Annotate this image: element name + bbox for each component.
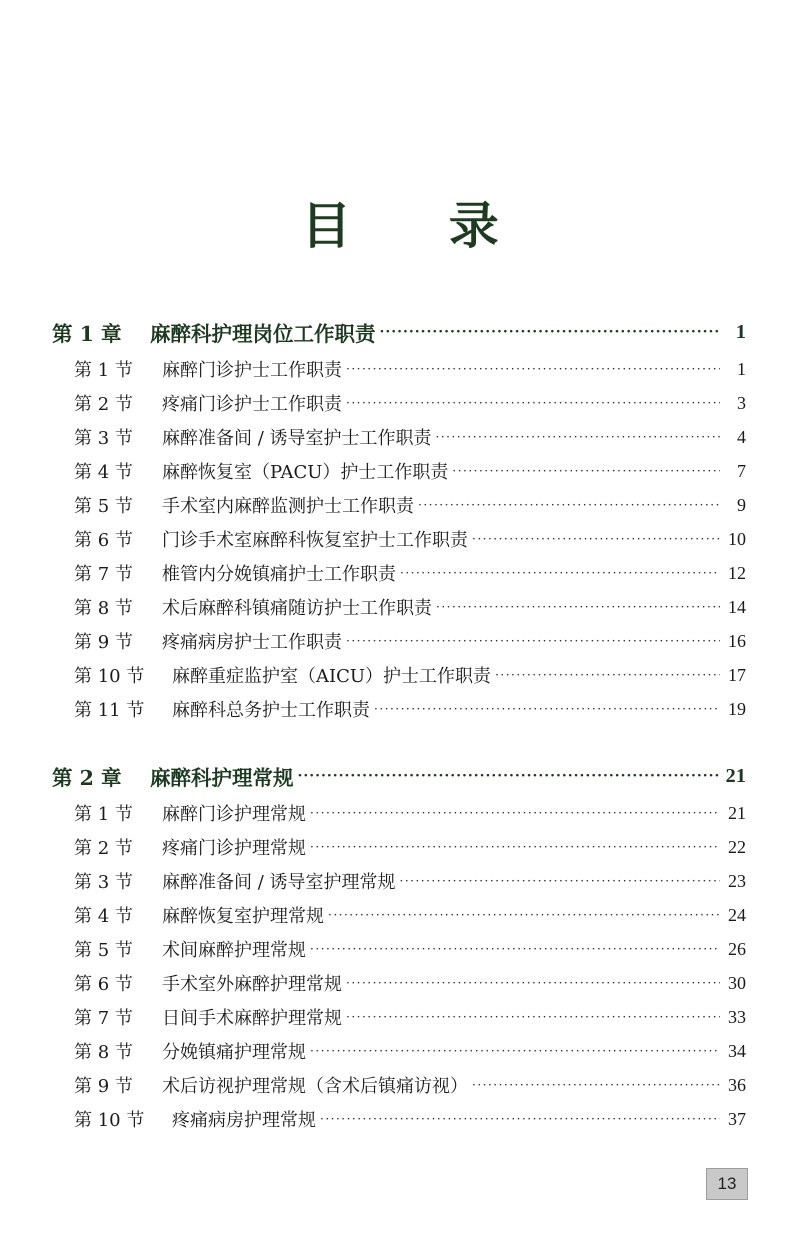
section-number: 第 6 节 — [74, 530, 133, 551]
section-title: 术后访视护理常规（含术后镇痛访视） — [162, 1076, 468, 1097]
dot-leader — [400, 566, 720, 580]
section-page: 37 — [728, 1108, 746, 1129]
section-row[interactable] — [52, 488, 746, 522]
section-number: 第 3 节 — [74, 428, 133, 449]
dot-leader — [472, 532, 720, 546]
chapter-page: 21 — [725, 764, 746, 787]
section-number: 第 9 节 — [74, 1076, 133, 1097]
section-title: 术间麻醉护理常规 — [162, 940, 306, 961]
section-page: 4 — [737, 426, 746, 447]
section-number: 第 7 节 — [74, 1008, 133, 1029]
dot-leader — [310, 942, 720, 956]
section-number: 第 1 节 — [74, 360, 133, 381]
section-row[interactable] — [52, 864, 746, 898]
section-row[interactable] — [52, 590, 746, 624]
section-number: 第 6 节 — [74, 974, 133, 995]
section-title: 麻醉科总务护士工作职责 — [172, 700, 370, 721]
chapter-row[interactable] — [52, 756, 746, 796]
section-row[interactable] — [52, 1102, 746, 1136]
section-row[interactable] — [52, 932, 746, 966]
section-page: 3 — [737, 392, 746, 413]
section-page: 30 — [728, 972, 746, 993]
page-number: 13 — [706, 1168, 748, 1200]
section-page: 24 — [728, 904, 746, 925]
table-of-contents — [52, 312, 746, 1166]
chapter-title: 麻醉科护理常规 — [150, 766, 294, 790]
section-number: 第 4 节 — [74, 462, 133, 483]
section-page: 33 — [728, 1006, 746, 1027]
section-number: 第 11 节 — [74, 700, 145, 721]
section-number: 第 2 节 — [74, 394, 133, 415]
section-title: 疼痛病房护理常规 — [172, 1110, 316, 1131]
section-number: 第 7 节 — [74, 564, 133, 585]
section-title: 手术室外麻醉护理常规 — [162, 974, 342, 995]
section-row[interactable] — [52, 796, 746, 830]
section-row[interactable] — [52, 420, 746, 454]
dot-leader — [495, 668, 720, 682]
section-page: 14 — [728, 596, 746, 617]
section-row[interactable] — [52, 386, 746, 420]
chapter-number: 第 2 章 — [52, 766, 122, 790]
section-number: 第 5 节 — [74, 496, 133, 517]
section-row[interactable] — [52, 352, 746, 386]
section-number: 第 5 节 — [74, 940, 133, 961]
section-title: 疼痛病房护士工作职责 — [162, 632, 342, 653]
section-title: 麻醉重症监护室（AICU）护士工作职责 — [172, 666, 492, 687]
section-title: 麻醉恢复室护理常规 — [162, 906, 324, 927]
dot-leader — [320, 1112, 720, 1126]
dot-leader — [310, 806, 720, 820]
section-page: 26 — [728, 938, 746, 959]
section-number: 第 1 节 — [74, 804, 133, 825]
section-title: 麻醉恢复室（PACU）护士工作职责 — [162, 462, 449, 483]
section-title: 疼痛门诊护理常规 — [162, 838, 306, 859]
section-number: 第 3 节 — [74, 872, 133, 893]
chapter-page: 1 — [735, 320, 746, 343]
section-page: 23 — [728, 870, 746, 891]
section-title: 麻醉门诊护士工作职责 — [162, 360, 342, 381]
dot-leader — [400, 874, 720, 888]
dot-leader — [310, 1044, 720, 1058]
section-page: 19 — [728, 698, 746, 719]
dot-leader — [436, 600, 720, 614]
page-title: 目 录 — [301, 196, 539, 255]
section-page: 21 — [728, 802, 746, 823]
section-row[interactable] — [52, 1068, 746, 1102]
section-number: 第 10 节 — [74, 666, 145, 687]
section-row[interactable] — [52, 658, 746, 692]
section-row[interactable] — [52, 522, 746, 556]
section-page: 12 — [728, 562, 746, 583]
section-title: 门诊手术室麻醉科恢复室护士工作职责 — [162, 530, 468, 551]
chapter-2 — [52, 756, 746, 1136]
section-row[interactable] — [52, 1000, 746, 1034]
dot-leader — [418, 498, 720, 512]
section-title: 麻醉准备间 / 诱导室护士工作职责 — [162, 428, 432, 449]
section-page: 9 — [737, 494, 746, 515]
section-title: 麻醉门诊护理常规 — [162, 804, 306, 825]
chapter-title: 麻醉科护理岗位工作职责 — [150, 322, 376, 346]
dot-leader — [346, 1010, 720, 1024]
section-page: 36 — [728, 1074, 746, 1095]
section-page: 22 — [728, 836, 746, 857]
section-row[interactable] — [52, 454, 746, 488]
chapter-number: 第 1 章 — [52, 322, 122, 346]
section-title: 分娩镇痛护理常规 — [162, 1042, 306, 1063]
section-title: 手术室内麻醉监测护士工作职责 — [162, 496, 414, 517]
section-row[interactable] — [52, 898, 746, 932]
section-title: 麻醉准备间 / 诱导室护理常规 — [162, 872, 396, 893]
section-page: 7 — [737, 460, 746, 481]
section-title: 疼痛门诊护士工作职责 — [162, 394, 342, 415]
section-title: 术后麻醉科镇痛随访护士工作职责 — [162, 598, 432, 619]
section-number: 第 8 节 — [74, 598, 133, 619]
section-page: 1 — [737, 358, 746, 379]
dot-leader — [346, 362, 720, 376]
dot-leader — [310, 840, 720, 854]
section-row[interactable] — [52, 624, 746, 658]
section-row[interactable] — [52, 966, 746, 1000]
dot-leader — [436, 430, 720, 444]
dot-leader — [346, 396, 720, 410]
dot-leader — [298, 768, 721, 784]
dot-leader — [346, 634, 720, 648]
dot-leader — [380, 324, 721, 340]
section-row[interactable] — [52, 1034, 746, 1068]
chapter-1 — [52, 312, 746, 726]
section-row[interactable] — [52, 830, 746, 864]
section-number: 第 9 节 — [74, 632, 133, 653]
section-number: 第 10 节 — [74, 1110, 145, 1131]
section-number: 第 4 节 — [74, 906, 133, 927]
section-title: 椎管内分娩镇痛护士工作职责 — [162, 564, 396, 585]
dot-leader — [346, 976, 720, 990]
section-title: 日间手术麻醉护理常规 — [162, 1008, 342, 1029]
section-row[interactable] — [52, 692, 746, 726]
section-number: 第 2 节 — [74, 838, 133, 859]
section-row[interactable] — [52, 556, 746, 590]
chapter-row[interactable] — [52, 312, 746, 352]
section-page: 34 — [728, 1040, 746, 1061]
dot-leader — [374, 702, 720, 716]
section-page: 16 — [728, 630, 746, 651]
section-page: 17 — [728, 664, 746, 685]
dot-leader — [472, 1078, 720, 1092]
section-number: 第 8 节 — [74, 1042, 133, 1063]
dot-leader — [452, 464, 720, 478]
dot-leader — [328, 908, 720, 922]
section-page: 10 — [728, 528, 746, 549]
